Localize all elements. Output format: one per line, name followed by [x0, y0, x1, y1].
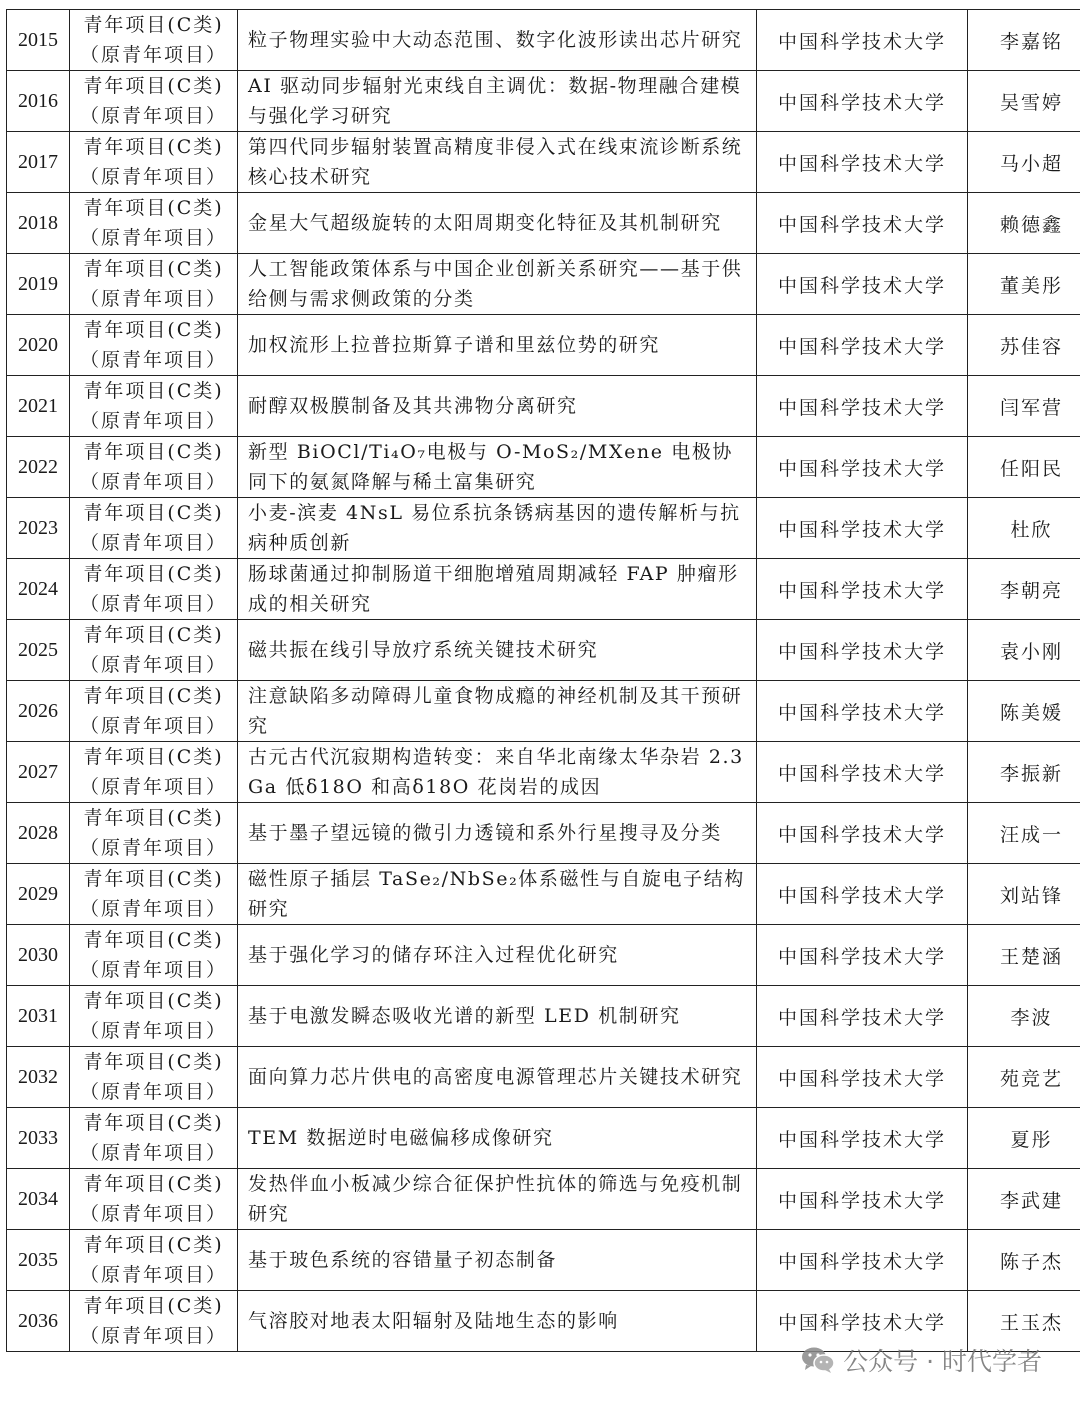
project-category-note: （原青年项目）: [79, 471, 227, 493]
project-leader: 夏彤: [968, 1108, 1080, 1169]
project-title: 新型 BiOCl/Ti₄O₇电极与 O-MoS₂/MXene 电极协同下的氨氮降解与稀土富集研究: [238, 437, 757, 498]
project-category-line: 青年项目(C类): [83, 929, 224, 951]
project-leader: 李朝亮: [968, 559, 1080, 620]
project-category-line: 青年项目(C类): [83, 1173, 224, 1195]
project-category-note: （原青年项目）: [79, 1325, 227, 1347]
institution: 中国科学技术大学: [757, 376, 968, 437]
project-title: 磁共振在线引导放疗系统关键技术研究: [238, 620, 757, 681]
project-category-note: （原青年项目）: [79, 898, 227, 920]
project-number: 2015: [7, 10, 70, 71]
table-row: [7, 742, 1080, 803]
institution: 中国科学技术大学: [757, 10, 968, 71]
project-title: TEM 数据逆时电磁偏移成像研究: [238, 1108, 757, 1169]
project-category-line: 青年项目(C类): [83, 563, 224, 585]
project-title: AI 驱动同步辐射光束线自主调优：数据-物理融合建模与强化学习研究: [238, 71, 757, 132]
project-category: [70, 71, 238, 132]
institution: 中国科学技术大学: [757, 864, 968, 925]
project-number: 2030: [7, 925, 70, 986]
institution: 中国科学技术大学: [757, 1047, 968, 1108]
project-leader: 王楚涵: [968, 925, 1080, 986]
institution: 中国科学技术大学: [757, 1108, 968, 1169]
table-row: [7, 437, 1080, 498]
project-category-line: 青年项目(C类): [83, 624, 224, 646]
project-category: [70, 1169, 238, 1230]
project-category: [70, 498, 238, 559]
project-category-note: （原青年项目）: [79, 1264, 227, 1286]
project-list-page: [6, 9, 1074, 1352]
project-number: 2029: [7, 864, 70, 925]
project-number: 2024: [7, 559, 70, 620]
institution: 中国科学技术大学: [757, 132, 968, 193]
project-category-note: （原青年项目）: [79, 349, 227, 371]
project-table-body: [7, 10, 1080, 1352]
project-number: 2032: [7, 1047, 70, 1108]
table-row: [7, 1169, 1080, 1230]
project-title: 面向算力芯片供电的高密度电源管理芯片关键技术研究: [238, 1047, 757, 1108]
table-row: [7, 986, 1080, 1047]
project-category-line: 青年项目(C类): [83, 1234, 224, 1256]
project-leader: 李振新: [968, 742, 1080, 803]
project-category-line: 青年项目(C类): [83, 441, 224, 463]
project-leader: 李波: [968, 986, 1080, 1047]
project-number: 2016: [7, 71, 70, 132]
project-leader: 马小超: [968, 132, 1080, 193]
project-number: 2019: [7, 254, 70, 315]
project-title: 磁性原子插层 TaSe₂/NbSe₂体系磁性与自旋电子结构研究: [238, 864, 757, 925]
project-category: [70, 559, 238, 620]
table-row: [7, 1230, 1080, 1291]
project-category-line: 青年项目(C类): [83, 319, 224, 341]
project-category-line: 青年项目(C类): [83, 1051, 224, 1073]
project-category: [70, 620, 238, 681]
project-category: [70, 803, 238, 864]
watermark-text: 公众号 · 时代学者: [843, 1347, 1042, 1376]
project-leader: 苑竞艺: [968, 1047, 1080, 1108]
project-title: 基于电激发瞬态吸收光谱的新型 LED 机制研究: [238, 986, 757, 1047]
institution: 中国科学技术大学: [757, 559, 968, 620]
project-category: [70, 986, 238, 1047]
project-category: [70, 1047, 238, 1108]
project-category-line: 青年项目(C类): [83, 136, 224, 158]
project-category-line: 青年项目(C类): [83, 75, 224, 97]
project-category-line: 青年项目(C类): [83, 746, 224, 768]
table-row: [7, 620, 1080, 681]
project-category-line: 青年项目(C类): [83, 807, 224, 829]
project-category-note: （原青年项目）: [79, 288, 227, 310]
table-row: [7, 498, 1080, 559]
project-category-note: （原青年项目）: [79, 1020, 227, 1042]
project-category: [70, 681, 238, 742]
project-leader: 苏佳容: [968, 315, 1080, 376]
table-row: [7, 925, 1080, 986]
project-category-note: （原青年项目）: [79, 1081, 227, 1103]
project-category-line: 青年项目(C类): [83, 1295, 224, 1317]
project-category-note: （原青年项目）: [79, 166, 227, 188]
project-category: [70, 132, 238, 193]
project-category-line: 青年项目(C类): [83, 14, 224, 36]
project-title: 人工智能政策体系与中国企业创新关系研究——基于供给侧与需求侧政策的分类: [238, 254, 757, 315]
project-category-note: （原青年项目）: [79, 105, 227, 127]
project-number: 2035: [7, 1230, 70, 1291]
institution: 中国科学技术大学: [757, 803, 968, 864]
project-category-note: （原青年项目）: [79, 532, 227, 554]
table-row: [7, 681, 1080, 742]
project-title: 加权流形上拉普拉斯算子谱和里兹位势的研究: [238, 315, 757, 376]
project-category-note: （原青年项目）: [79, 1142, 227, 1164]
project-category-line: 青年项目(C类): [83, 1112, 224, 1134]
project-category-note: （原青年项目）: [79, 410, 227, 432]
project-number: 2033: [7, 1108, 70, 1169]
project-leader: 陈子杰: [968, 1230, 1080, 1291]
project-number: 2036: [7, 1291, 70, 1352]
table-row: [7, 1047, 1080, 1108]
project-category-note: （原青年项目）: [79, 776, 227, 798]
project-category: [70, 376, 238, 437]
project-leader: 任阳民: [968, 437, 1080, 498]
project-title: 气溶胶对地表太阳辐射及陆地生态的影响: [238, 1291, 757, 1352]
project-title: 基于玻色系统的容错量子初态制备: [238, 1230, 757, 1291]
project-number: 2034: [7, 1169, 70, 1230]
table-row: [7, 254, 1080, 315]
project-number: 2028: [7, 803, 70, 864]
project-title: 注意缺陷多动障碍儿童食物成瘾的神经机制及其干预研究: [238, 681, 757, 742]
project-leader: 李武建: [968, 1169, 1080, 1230]
project-category: [70, 10, 238, 71]
institution: 中国科学技术大学: [757, 742, 968, 803]
table-row: [7, 193, 1080, 254]
table-row: [7, 10, 1080, 71]
project-number: 2025: [7, 620, 70, 681]
project-category-note: （原青年项目）: [79, 1203, 227, 1225]
project-category: [70, 925, 238, 986]
project-title: 基于强化学习的储存环注入过程优化研究: [238, 925, 757, 986]
project-title: 金星大气超级旋转的太阳周期变化特征及其机制研究: [238, 193, 757, 254]
table-row: [7, 1108, 1080, 1169]
institution: 中国科学技术大学: [757, 193, 968, 254]
project-category: [70, 1108, 238, 1169]
project-leader: 汪成一: [968, 803, 1080, 864]
project-category: [70, 193, 238, 254]
project-leader: 闫军营: [968, 376, 1080, 437]
project-category-note: （原青年项目）: [79, 959, 227, 981]
institution: 中国科学技术大学: [757, 498, 968, 559]
project-leader: 李嘉铭: [968, 10, 1080, 71]
project-category-line: 青年项目(C类): [83, 990, 224, 1012]
project-table: [6, 9, 1080, 1352]
table-row: [7, 376, 1080, 437]
project-leader: 赖德鑫: [968, 193, 1080, 254]
project-category: [70, 742, 238, 803]
project-number: 2018: [7, 193, 70, 254]
institution: 中国科学技术大学: [757, 620, 968, 681]
project-number: 2023: [7, 498, 70, 559]
project-number: 2020: [7, 315, 70, 376]
project-title: 小麦-滨麦 4NsL 易位系抗条锈病基因的遗传解析与抗病种质创新: [238, 498, 757, 559]
project-title: 粒子物理实验中大动态范围、数字化波形读出芯片研究: [238, 10, 757, 71]
project-title: 基于墨子望远镜的微引力透镜和系外行星搜寻及分类: [238, 803, 757, 864]
institution: 中国科学技术大学: [757, 1291, 968, 1352]
project-category-line: 青年项目(C类): [83, 685, 224, 707]
project-category-note: （原青年项目）: [79, 227, 227, 249]
project-category-line: 青年项目(C类): [83, 868, 224, 890]
project-leader: 陈美媛: [968, 681, 1080, 742]
institution: 中国科学技术大学: [757, 71, 968, 132]
project-number: 2026: [7, 681, 70, 742]
project-category-note: （原青年项目）: [79, 837, 227, 859]
project-title: 发热伴血小板减少综合征保护性抗体的筛选与免疫机制研究: [238, 1169, 757, 1230]
table-row: [7, 315, 1080, 376]
project-leader: 吴雪婷: [968, 71, 1080, 132]
project-category-line: 青年项目(C类): [83, 258, 224, 280]
project-category: [70, 315, 238, 376]
table-row: [7, 864, 1080, 925]
project-title: 耐醇双极膜制备及其共沸物分离研究: [238, 376, 757, 437]
institution: 中国科学技术大学: [757, 437, 968, 498]
institution: 中国科学技术大学: [757, 1230, 968, 1291]
project-title: 第四代同步辐射装置高精度非侵入式在线束流诊断系统核心技术研究: [238, 132, 757, 193]
table-row: [7, 559, 1080, 620]
project-number: 2021: [7, 376, 70, 437]
project-leader: 刘站锋: [968, 864, 1080, 925]
project-leader: 杜欣: [968, 498, 1080, 559]
project-title: 古元古代沉寂期构造转变：来自华北南缘太华杂岩 2.3 Ga 低δ18O 和高δ18O 花岗岩的成因: [238, 742, 757, 803]
project-leader: 董美彤: [968, 254, 1080, 315]
institution: 中国科学技术大学: [757, 925, 968, 986]
project-number: 2031: [7, 986, 70, 1047]
table-row: [7, 71, 1080, 132]
watermark: [801, 1342, 1042, 1378]
project-leader: 袁小刚: [968, 620, 1080, 681]
project-title: 肠球菌通过抑制肠道干细胞增殖周期减轻 FAP 肿瘤形成的相关研究: [238, 559, 757, 620]
project-category: [70, 1230, 238, 1291]
institution: 中国科学技术大学: [757, 986, 968, 1047]
wechat-icon: [801, 1346, 835, 1374]
project-category-line: 青年项目(C类): [83, 380, 224, 402]
project-category-note: （原青年项目）: [79, 654, 227, 676]
institution: 中国科学技术大学: [757, 315, 968, 376]
institution: 中国科学技术大学: [757, 1169, 968, 1230]
project-category: [70, 437, 238, 498]
project-category-note: （原青年项目）: [79, 593, 227, 615]
project-number: 2027: [7, 742, 70, 803]
institution: 中国科学技术大学: [757, 254, 968, 315]
project-number: 2017: [7, 132, 70, 193]
project-leader: 王玉杰: [968, 1291, 1080, 1352]
project-category: [70, 254, 238, 315]
project-category-line: 青年项目(C类): [83, 502, 224, 524]
project-category-line: 青年项目(C类): [83, 197, 224, 219]
project-category: [70, 864, 238, 925]
project-category-note: （原青年项目）: [79, 715, 227, 737]
table-row: [7, 803, 1080, 864]
table-row: [7, 132, 1080, 193]
institution: 中国科学技术大学: [757, 681, 968, 742]
project-category-note: （原青年项目）: [79, 44, 227, 66]
project-category: [70, 1291, 238, 1352]
project-number: 2022: [7, 437, 70, 498]
